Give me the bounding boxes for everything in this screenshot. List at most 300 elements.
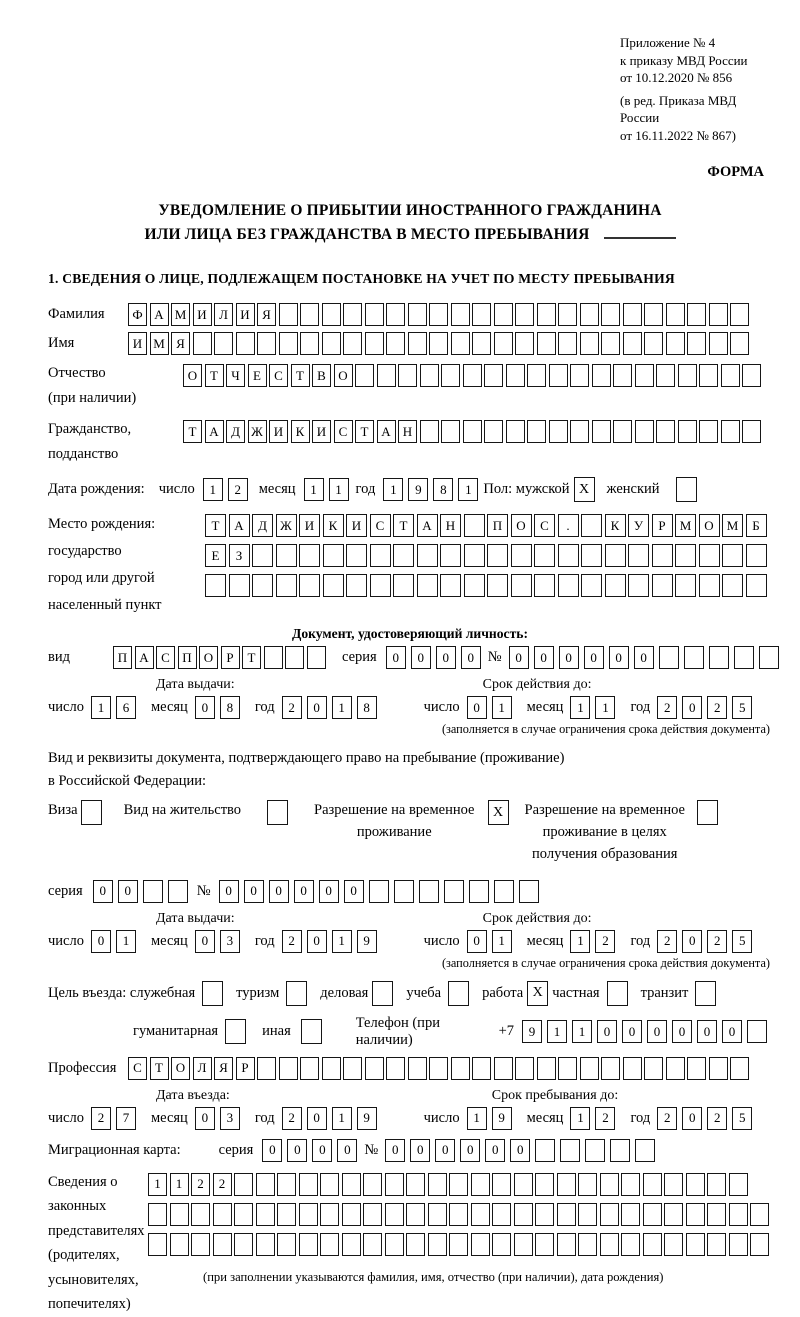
char-box[interactable]: П [178,646,197,669]
char-box[interactable] [537,303,556,326]
char-box[interactable] [605,544,626,567]
char-box[interactable]: 0 [307,696,327,719]
char-box[interactable] [514,1173,533,1196]
char-box[interactable] [557,1233,576,1256]
char-box[interactable] [623,332,642,355]
char-box[interactable] [621,1233,640,1256]
char-box[interactable] [148,1233,167,1256]
char-box[interactable]: 1 [332,696,352,719]
char-box[interactable]: Р [652,514,673,537]
char-box[interactable] [742,364,761,387]
char-box[interactable] [549,420,568,443]
char-box[interactable]: 0 [294,880,314,903]
char-box[interactable] [451,303,470,326]
char-box[interactable] [300,303,319,326]
char-box[interactable] [600,1203,619,1226]
char-box[interactable] [346,574,367,597]
char-box[interactable] [469,880,489,903]
char-box[interactable]: 2 [91,1107,111,1130]
char-box[interactable] [428,1233,447,1256]
char-box[interactable]: У [628,514,649,537]
char-box[interactable] [699,544,720,567]
char-box[interactable] [644,332,663,355]
char-box[interactable]: И [299,514,320,537]
char-box[interactable] [729,1173,748,1196]
char-box[interactable] [506,420,525,443]
char-box[interactable] [675,544,696,567]
char-box[interactable] [511,574,532,597]
char-box[interactable] [355,364,374,387]
char-box[interactable] [234,1203,253,1226]
char-box[interactable]: Т [355,420,374,443]
char-box[interactable] [429,303,448,326]
char-box[interactable] [451,332,470,355]
char-box[interactable] [656,420,675,443]
char-box[interactable] [592,364,611,387]
char-box[interactable] [729,1233,748,1256]
char-box[interactable]: И [269,420,288,443]
char-box[interactable] [234,1233,253,1256]
char-box[interactable] [514,1203,533,1226]
char-box[interactable] [686,1203,705,1226]
temp-residence-education-checkbox[interactable] [697,800,718,825]
char-box[interactable] [408,303,427,326]
char-box[interactable] [578,1233,597,1256]
char-box[interactable] [621,1173,640,1196]
char-box[interactable]: Н [398,420,417,443]
char-box[interactable] [678,364,697,387]
char-box[interactable] [393,574,414,597]
char-box[interactable] [535,1233,554,1256]
char-box[interactable]: Т [393,514,414,537]
char-box[interactable]: 0 [609,646,629,669]
char-box[interactable]: П [113,646,132,669]
char-box[interactable] [471,1203,490,1226]
char-box[interactable] [699,364,718,387]
char-box[interactable] [236,332,255,355]
char-box[interactable]: 1 [116,930,136,953]
char-box[interactable] [320,1233,339,1256]
char-box[interactable]: 0 [319,880,339,903]
char-box[interactable] [600,1173,619,1196]
char-box[interactable]: 0 [559,646,579,669]
char-box[interactable]: 0 [634,646,654,669]
char-box[interactable]: 0 [647,1020,667,1043]
char-box[interactable]: 9 [492,1107,512,1130]
char-box[interactable]: К [291,420,310,443]
char-box[interactable] [699,574,720,597]
char-box[interactable] [279,1057,298,1080]
char-box[interactable] [428,1173,447,1196]
char-box[interactable] [143,880,163,903]
char-box[interactable] [534,544,555,567]
char-box[interactable]: М [171,303,190,326]
char-box[interactable]: 0 [461,646,481,669]
purpose-private-checkbox[interactable] [607,981,628,1006]
char-box[interactable]: 1 [570,1107,590,1130]
char-box[interactable] [471,1233,490,1256]
char-box[interactable]: 3 [220,1107,240,1130]
char-box[interactable]: 1 [91,696,111,719]
char-box[interactable] [320,1173,339,1196]
char-box[interactable]: 8 [220,696,240,719]
char-box[interactable] [276,574,297,597]
char-box[interactable]: Е [205,544,226,567]
char-box[interactable] [678,420,697,443]
char-box[interactable] [534,574,555,597]
char-box[interactable]: 0 [219,880,239,903]
char-box[interactable]: 0 [262,1139,282,1162]
char-box[interactable]: 2 [282,696,302,719]
char-box[interactable]: 0 [460,1139,480,1162]
char-box[interactable] [635,1139,655,1162]
char-box[interactable] [205,574,226,597]
purpose-transit-checkbox[interactable] [695,981,716,1006]
char-box[interactable]: 2 [657,696,677,719]
char-box[interactable] [464,514,485,537]
char-box[interactable]: 0 [597,1020,617,1043]
char-box[interactable] [699,420,718,443]
char-box[interactable] [449,1203,468,1226]
char-box[interactable] [440,574,461,597]
char-box[interactable] [420,420,439,443]
char-box[interactable] [214,332,233,355]
char-box[interactable] [363,1173,382,1196]
char-box[interactable] [385,1203,404,1226]
char-box[interactable] [279,303,298,326]
char-box[interactable]: 2 [191,1173,210,1196]
char-box[interactable] [276,544,297,567]
char-box[interactable] [256,1203,275,1226]
char-box[interactable]: Т [205,364,224,387]
purpose-humanitarian-checkbox[interactable] [225,1019,246,1044]
char-box[interactable]: Л [214,303,233,326]
char-box[interactable]: 0 [337,1139,357,1162]
char-box[interactable] [557,1203,576,1226]
char-box[interactable] [511,544,532,567]
char-box[interactable] [408,332,427,355]
purpose-official-checkbox[interactable] [202,981,223,1006]
char-box[interactable]: 0 [385,1139,405,1162]
char-box[interactable] [323,574,344,597]
char-box[interactable]: А [205,420,224,443]
char-box[interactable] [449,1173,468,1196]
char-box[interactable] [170,1233,189,1256]
char-box[interactable]: 1 [458,478,478,501]
char-box[interactable]: О [171,1057,190,1080]
char-box[interactable] [515,1057,534,1080]
char-box[interactable] [580,303,599,326]
char-box[interactable] [492,1233,511,1256]
char-box[interactable] [537,332,556,355]
char-box[interactable]: 0 [118,880,138,903]
char-box[interactable]: 5 [732,1107,752,1130]
char-box[interactable]: 6 [116,696,136,719]
char-box[interactable] [527,364,546,387]
char-box[interactable] [428,1203,447,1226]
char-box[interactable]: Д [252,514,273,537]
char-box[interactable] [299,574,320,597]
char-box[interactable] [277,1203,296,1226]
char-box[interactable] [464,544,485,567]
char-box[interactable]: 8 [357,696,377,719]
char-box[interactable] [191,1203,210,1226]
char-box[interactable] [675,574,696,597]
char-box[interactable] [747,1020,767,1043]
char-box[interactable] [707,1173,726,1196]
char-box[interactable] [440,544,461,567]
char-box[interactable]: 0 [722,1020,742,1043]
char-box[interactable]: П [487,514,508,537]
char-box[interactable]: 1 [492,930,512,953]
char-box[interactable]: О [511,514,532,537]
char-box[interactable] [299,1203,318,1226]
char-box[interactable] [506,364,525,387]
char-box[interactable] [299,1173,318,1196]
char-box[interactable] [558,574,579,597]
char-box[interactable]: 1 [203,478,223,501]
char-box[interactable]: Т [205,514,226,537]
char-box[interactable] [580,1057,599,1080]
char-box[interactable] [385,1173,404,1196]
char-box[interactable]: 1 [467,1107,487,1130]
char-box[interactable] [342,1233,361,1256]
char-box[interactable]: 1 [332,930,352,953]
char-box[interactable]: 9 [408,478,428,501]
char-box[interactable] [363,1203,382,1226]
char-box[interactable]: А [150,303,169,326]
char-box[interactable] [417,544,438,567]
char-box[interactable] [394,880,414,903]
char-box[interactable] [721,364,740,387]
char-box[interactable] [168,880,188,903]
char-box[interactable] [256,1233,275,1256]
char-box[interactable] [429,332,448,355]
char-box[interactable] [601,332,620,355]
char-box[interactable]: 2 [707,696,727,719]
char-box[interactable] [687,303,706,326]
char-box[interactable]: Н [440,514,461,537]
char-box[interactable]: С [370,514,391,537]
char-box[interactable] [420,364,439,387]
char-box[interactable]: 0 [435,1139,455,1162]
char-box[interactable] [558,544,579,567]
char-box[interactable]: 0 [467,930,487,953]
char-box[interactable] [623,1057,642,1080]
char-box[interactable] [300,332,319,355]
sex-female-checkbox[interactable] [676,477,697,502]
char-box[interactable]: 1 [595,696,615,719]
char-box[interactable] [535,1173,554,1196]
char-box[interactable]: Б [746,514,767,537]
char-box[interactable]: Т [183,420,202,443]
char-box[interactable]: 0 [91,930,111,953]
char-box[interactable]: 1 [170,1173,189,1196]
char-box[interactable]: 2 [707,1107,727,1130]
char-box[interactable]: 2 [595,1107,615,1130]
char-box[interactable] [519,880,539,903]
char-box[interactable] [644,303,663,326]
char-box[interactable]: 0 [344,880,364,903]
char-box[interactable] [343,1057,362,1080]
char-box[interactable] [449,1233,468,1256]
char-box[interactable]: И [193,303,212,326]
char-box[interactable] [628,544,649,567]
char-box[interactable] [472,332,491,355]
char-box[interactable] [558,303,577,326]
char-box[interactable]: Т [150,1057,169,1080]
char-box[interactable] [494,332,513,355]
char-box[interactable] [472,1057,491,1080]
char-box[interactable] [514,1233,533,1256]
char-box[interactable]: А [377,420,396,443]
char-box[interactable] [494,880,514,903]
char-box[interactable] [686,1173,705,1196]
char-box[interactable]: 0 [682,696,702,719]
char-box[interactable] [342,1173,361,1196]
char-box[interactable] [560,1139,580,1162]
char-box[interactable]: Л [193,1057,212,1080]
char-box[interactable]: С [156,646,175,669]
char-box[interactable] [322,1057,341,1080]
char-box[interactable] [656,364,675,387]
char-box[interactable] [484,420,503,443]
char-box[interactable] [406,1203,425,1226]
char-box[interactable] [252,574,273,597]
char-box[interactable] [537,1057,556,1080]
char-box[interactable]: 0 [244,880,264,903]
char-box[interactable] [277,1173,296,1196]
char-box[interactable] [365,303,384,326]
char-box[interactable]: Е [248,364,267,387]
char-box[interactable]: 1 [148,1173,167,1196]
char-box[interactable]: С [534,514,555,537]
char-box[interactable] [635,364,654,387]
char-box[interactable] [213,1203,232,1226]
char-box[interactable] [252,544,273,567]
temp-residence-checkbox[interactable]: X [488,800,509,825]
char-box[interactable]: 0 [411,646,431,669]
char-box[interactable] [299,1233,318,1256]
char-box[interactable] [729,1203,748,1226]
char-box[interactable] [386,303,405,326]
char-box[interactable]: Р [221,646,240,669]
char-box[interactable] [643,1173,662,1196]
char-box[interactable] [386,1057,405,1080]
char-box[interactable] [558,332,577,355]
char-box[interactable]: Т [291,364,310,387]
char-box[interactable]: 1 [547,1020,567,1043]
char-box[interactable] [487,544,508,567]
char-box[interactable]: С [128,1057,147,1080]
purpose-work-checkbox[interactable]: X [527,981,548,1006]
char-box[interactable] [644,1057,663,1080]
char-box[interactable] [585,1139,605,1162]
char-box[interactable]: М [150,332,169,355]
char-box[interactable] [191,1233,210,1256]
char-box[interactable] [601,303,620,326]
char-box[interactable]: 0 [672,1020,692,1043]
char-box[interactable] [750,1233,769,1256]
char-box[interactable]: К [323,514,344,537]
char-box[interactable]: 9 [357,1107,377,1130]
char-box[interactable]: Ж [276,514,297,537]
char-box[interactable] [299,544,320,567]
char-box[interactable] [635,420,654,443]
char-box[interactable]: 2 [595,930,615,953]
char-box[interactable] [494,1057,513,1080]
char-box[interactable]: Ф [128,303,147,326]
char-box[interactable] [343,303,362,326]
char-box[interactable] [601,1057,620,1080]
char-box[interactable] [659,646,679,669]
char-box[interactable]: А [229,514,250,537]
char-box[interactable] [277,1233,296,1256]
char-box[interactable]: 0 [682,930,702,953]
char-box[interactable]: 1 [332,1107,352,1130]
char-box[interactable]: 0 [534,646,554,669]
purpose-tourism-checkbox[interactable] [286,981,307,1006]
char-box[interactable] [365,1057,384,1080]
char-box[interactable]: 0 [312,1139,332,1162]
char-box[interactable]: М [722,514,743,537]
char-box[interactable] [213,1233,232,1256]
char-box[interactable] [377,364,396,387]
char-box[interactable] [746,544,767,567]
char-box[interactable] [264,646,283,669]
char-box[interactable]: 5 [732,930,752,953]
char-box[interactable] [279,332,298,355]
char-box[interactable] [515,303,534,326]
char-box[interactable] [605,574,626,597]
char-box[interactable]: Ч [226,364,245,387]
char-box[interactable] [709,303,728,326]
char-box[interactable]: 2 [707,930,727,953]
char-box[interactable]: 0 [287,1139,307,1162]
char-box[interactable] [557,1173,576,1196]
char-box[interactable] [643,1203,662,1226]
char-box[interactable] [707,1233,726,1256]
char-box[interactable] [494,303,513,326]
purpose-study-checkbox[interactable] [448,981,469,1006]
char-box[interactable]: 0 [682,1107,702,1130]
char-box[interactable]: А [417,514,438,537]
char-box[interactable] [666,303,685,326]
sex-male-checkbox[interactable]: X [574,477,595,502]
char-box[interactable] [652,544,673,567]
char-box[interactable] [592,420,611,443]
char-box[interactable] [730,1057,749,1080]
char-box[interactable] [234,1173,253,1196]
residence-permit-checkbox[interactable] [267,800,288,825]
char-box[interactable] [148,1203,167,1226]
char-box[interactable] [621,1203,640,1226]
char-box[interactable] [487,574,508,597]
char-box[interactable]: 0 [584,646,604,669]
char-box[interactable] [464,574,485,597]
char-box[interactable]: Р [236,1057,255,1080]
char-box[interactable]: Я [214,1057,233,1080]
char-box[interactable] [664,1173,683,1196]
char-box[interactable]: Я [257,303,276,326]
char-box[interactable] [527,420,546,443]
char-box[interactable] [742,420,761,443]
char-box[interactable] [441,364,460,387]
char-box[interactable]: 0 [195,696,215,719]
char-box[interactable]: А [135,646,154,669]
char-box[interactable]: 2 [282,930,302,953]
char-box[interactable] [471,1173,490,1196]
